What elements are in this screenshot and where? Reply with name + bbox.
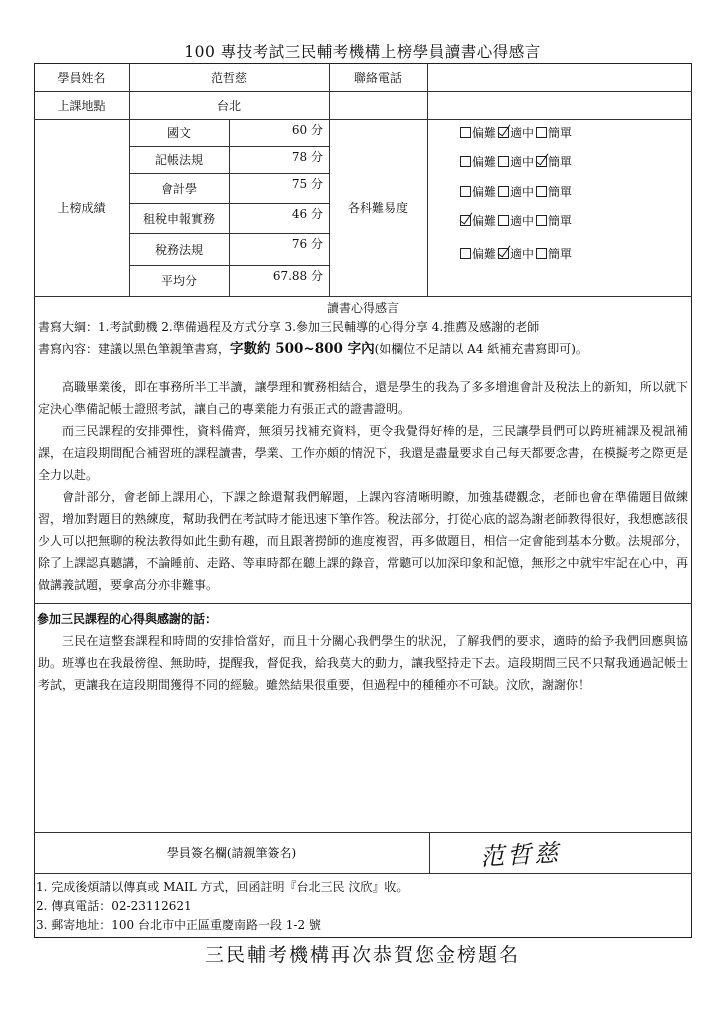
- col-divider: [429, 832, 430, 873]
- difficulty-label: 各科難易度: [347, 201, 408, 215]
- average-value: 67.88 分: [272, 269, 323, 283]
- difficulty-row: 偏難 適中 簡單: [460, 212, 660, 229]
- row-divider: [34, 603, 692, 604]
- subject-score: 76 分: [291, 237, 323, 251]
- checkbox-easy[interactable]: [536, 248, 547, 259]
- checkbox-hard[interactable]: [460, 186, 471, 197]
- checkbox-easy[interactable]: [536, 186, 547, 197]
- difficulty-row: 偏難 適中 簡單: [460, 124, 660, 141]
- checkbox-medium[interactable]: [498, 156, 509, 167]
- thanks-heading: 參加三民課程的心得與感謝的話：: [37, 612, 218, 626]
- name-value: 范哲慈: [210, 70, 247, 85]
- checkbox-medium[interactable]: [498, 248, 509, 259]
- phone-value: [427, 63, 692, 91]
- average-label: 平均分: [160, 274, 197, 288]
- row-divider: [34, 873, 692, 874]
- note-item: 2. 傳真電話：02-23112621: [36, 899, 192, 913]
- subject-score: 46 分: [291, 207, 323, 221]
- location-label: 上課地點: [57, 98, 106, 113]
- subject-name: 租稅申報實務: [142, 211, 215, 226]
- essay-outline: 書寫大綱：1.考試動機 2.準備過程及方式分享 3.參加三民輔導的心得分享 4.推薦及感謝的老師: [38, 320, 540, 334]
- difficulty-row: 偏難 適中 簡單: [460, 245, 660, 262]
- checkbox-hard[interactable]: [460, 156, 471, 167]
- checkbox-easy[interactable]: [536, 127, 547, 138]
- col-divider: [427, 119, 428, 296]
- name-label: 學員姓名: [57, 70, 106, 85]
- thanks-paragraph: 三民在這整套課程和時間的安排恰當好，而且十分關心我們學生的狀況，了解我們的要求，適時的給予我們回應與協助。班導也在我最徬徨、無助時，提醒我，督促我，給我莫大的動力，讓我堅持走下去。這段期間三民不只幫我通過記帳士考試，更讓我在這段期間獲得不同的經驗。雖然結果很重要，但過程中的種種亦不可缺。汶欣，謝謝你！: [38, 634, 688, 692]
- checkbox-easy[interactable]: [536, 215, 547, 226]
- note-item: 3. 郵寄地址：100 台北市中正區重慶南路一段 1-2 號: [36, 918, 321, 932]
- checkbox-medium[interactable]: [498, 127, 509, 138]
- subject-name: 稅務法規: [154, 242, 203, 257]
- difficulty-row: 偏難 適中 簡單: [460, 183, 660, 200]
- phone-label: 聯絡電話: [353, 70, 402, 85]
- closing-title: 三民輔考機構再次恭賀您金榜題名: [204, 944, 520, 966]
- difficulty-row: 偏難 適中 簡單: [460, 153, 660, 170]
- essay-paragraph: 會計部分，會老師上課用心，下課之餘還幫我們解題，上課內容清晰明瞭，加強基礎觀念，老師也會在準備題目做練習，增加對題目的熟練度，幫助我們在考試時才能迅速下筆作答。稅法部分，打從心底的認為謝老師教得很好，我想應該很少人可以把無聊的稅法教得如此生動有趣，而且跟著撈師的進度複習，再多做題目，相信一定會能到基本分數。法規部分，除了上課認真聽講，不論睡前、走路、等車時都在聽上課的錄音，常聽可以加深印象和記憶，無形之中就牢牢記在心中，再做講義試題，要拿高分亦非難事。: [38, 490, 688, 592]
- subject-score: 75 分: [291, 177, 323, 191]
- subject-name: 記帳法規: [154, 153, 203, 167]
- checkbox-hard[interactable]: [460, 215, 471, 226]
- checkbox-medium[interactable]: [498, 215, 509, 226]
- signature-value: 范哲慈: [479, 838, 562, 872]
- essay-heading: 讀書心得感言: [326, 301, 399, 315]
- subject-score: 60 分: [291, 123, 323, 137]
- scores-label: 上榜成績: [57, 201, 106, 215]
- essay-content-guide: 書寫內容：建議以黑色筆親筆書寫，字數約 500~800 字內(如欄位不足請以 A4 紙補充書寫即可)。: [38, 341, 588, 357]
- subject-name: 國文: [166, 126, 191, 140]
- subject-name: 會計學: [160, 181, 197, 196]
- row-divider: [34, 296, 692, 297]
- essay-paragraph: 高職畢業後，即在事務所半工半讀，讓學理和實務相結合，還是學生的我為了多多增進會計及稅法上的新知，所以就下定決心準備記帳士證照考試，讓自己的專業能力有張正式的證書證明。: [38, 380, 688, 416]
- page-title: 100 專技考試三民輔考機構上榜學員讀書心得感言: [184, 43, 541, 61]
- checkbox-hard[interactable]: [460, 248, 471, 259]
- location-value: 台北: [216, 98, 241, 113]
- checkbox-hard[interactable]: [460, 127, 471, 138]
- checkbox-easy[interactable]: [536, 156, 547, 167]
- checkbox-medium[interactable]: [498, 186, 509, 197]
- subject-score: 78 分: [291, 150, 323, 164]
- essay-paragraph: 而三民課程的安排彈性，資料備齊，無須另找補充資料，更令我覺得好棒的是，三民讓學員們可以跨班補課及視訊補課，在這段期間配合補習班的課程讀書，學業、工作亦頗的情況下，我還是盡量要求自己每天都要念書，在模擬考之際更是全力以赴。: [38, 424, 688, 482]
- signature-label: 學員簽名欄(請親筆簽名): [166, 846, 297, 860]
- note-item: 1. 完成後煩請以傳真或 MAIL 方式，回函註明『台北三民 汶欣』收。: [36, 880, 409, 894]
